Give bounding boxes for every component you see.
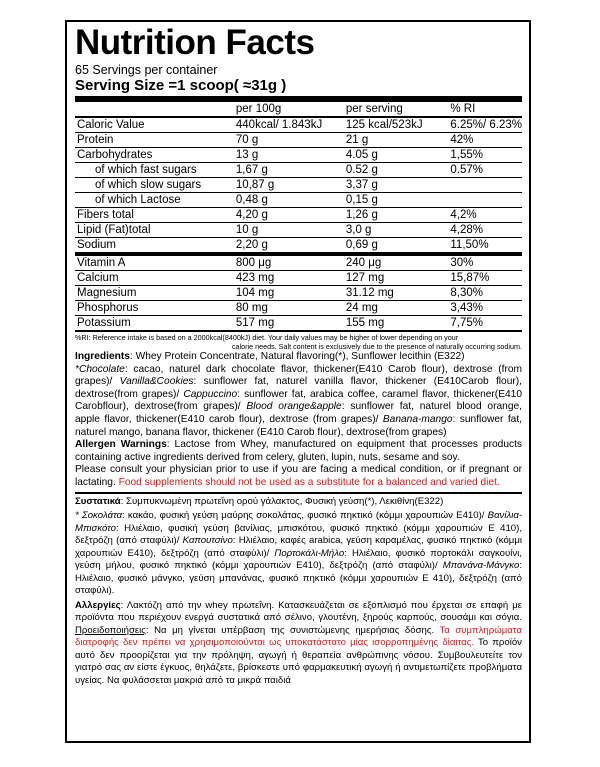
- value-per-serving: 3,37 g: [344, 178, 449, 193]
- ingredients-paragraph: [75, 351, 522, 364]
- flavor-text: : sunflower fat, naturel mango, banana flavor, thickener (E410 Carob flour), dextrose(from grapes): [75, 413, 522, 438]
- value-per-100g: 80 mg: [234, 301, 344, 316]
- value-per-serving: 24 mg: [344, 301, 449, 316]
- allergen-paragraph: [75, 439, 522, 464]
- ri-percent: 3,43%: [448, 301, 522, 316]
- gr-caution-label: Προειδοποιήσεις: [75, 624, 146, 636]
- footnote-line: %RI: Reference intake is based on a 2000kcal(8400kJ) diet. Your daily values may be higher of lower depending on your: [75, 333, 459, 342]
- ri-percent: 8,30%: [448, 286, 522, 301]
- table-row: [75, 148, 522, 163]
- ingredients-label: Ingredients: [75, 351, 130, 362]
- header-cell: per 100g: [234, 102, 344, 117]
- flavor-text: : κακάο, φυσική γεύση μαύρης σοκολάτας, φυσικό πηκτικό (κόμμι χαρουπιών E410)/: [122, 510, 488, 522]
- language-divider: [75, 492, 522, 494]
- english-text: [75, 351, 522, 490]
- gr-caution-text: : Να μη γίνεται υπέρβαση της συνιστώμενης ημερήσιας δόσης.: [145, 624, 440, 636]
- ri-percent: 15,87%: [448, 271, 522, 286]
- table-row: [75, 316, 522, 332]
- nutrient-name: Vitamin A: [75, 254, 234, 271]
- ri-footnote: [75, 333, 522, 351]
- header-cell: % RI: [448, 102, 522, 117]
- value-per-serving: 155 mg: [344, 316, 449, 332]
- ri-percent: 1,55%: [448, 148, 522, 163]
- servings-per-container: 65 Servings per container: [75, 63, 218, 77]
- ri-percent: 0.57%: [448, 163, 522, 178]
- flavor-text: : cacao, naturel dark chocolate flavor, thickener(E410 Carob flour), dextrose (from grapes)/: [75, 363, 522, 388]
- ri-percent: 4,28%: [448, 223, 522, 238]
- gr-ingredients-label: Συστατικά: [75, 495, 121, 507]
- value-per-serving: 3,0 g: [344, 223, 449, 238]
- nutrient-name: Fibers total: [75, 208, 234, 223]
- value-per-100g: 104 mg: [234, 286, 344, 301]
- value-per-100g: 440kcal/ 1.843kJ: [234, 117, 344, 133]
- nutrient-name: Sodium: [75, 238, 234, 255]
- gr-supplement-warning: Τα συμπληρώματα διατροφής δεν πρέπει να χρησιμοποιούνται ως υποκατάστατο μίας ισορροπημένης δίαιτας.: [75, 624, 522, 649]
- value-per-serving: 0,15 g: [344, 193, 449, 208]
- flavor-text: : sunflower fat, arabica coffee, caramel flavor, thickener(E410 Carobflour), dextrose(from grapes)/: [75, 388, 522, 413]
- flavors-paragraph: [75, 364, 522, 440]
- table-row: [75, 163, 522, 178]
- value-per-serving: 0.52 g: [344, 163, 449, 178]
- nutrient-name: Magnesium: [75, 286, 234, 301]
- table-row: [75, 223, 522, 238]
- gr-allergen-label: Αλλεργίες: [75, 599, 121, 611]
- flavor-text: : Ηλιέλαιο, φυσικό μάνγκο, γεύση μπανάνας, φυσικό πηκτικό (κόμμι χαρουπιών E 410), δεξτρόζη (από σταφύλι).: [75, 560, 522, 597]
- ingredients-text: : Whey Protein Concentrate, Natural flavoring(*), Sunflower lecithin (E322): [129, 351, 465, 362]
- header-cell: [75, 102, 234, 117]
- label-title: Nutrition Facts: [75, 23, 315, 62]
- consult-paragraph: [75, 464, 522, 489]
- value-per-serving: 31.12 mg: [344, 286, 449, 301]
- value-per-100g: 2,20 g: [234, 238, 344, 255]
- ri-percent: 42%: [448, 133, 522, 148]
- value-per-serving: 4.05 g: [344, 148, 449, 163]
- ri-percent: 6.25%/ 6.23%: [450, 119, 522, 131]
- nutrient-name: of which fast sugars: [75, 163, 234, 178]
- table-row: [75, 286, 522, 301]
- flavor-name: * Σοκολάτα: [75, 510, 123, 522]
- ri-percent: 11,50%: [448, 238, 522, 255]
- flavor-name: Βανίλια-Μπισκότο: [75, 510, 522, 534]
- table-header-row: [75, 102, 522, 117]
- value-per-100g: 517 mg: [234, 316, 344, 332]
- table-row: [75, 193, 522, 208]
- nutrient-name: of which Lactose: [75, 193, 234, 208]
- nutrient-name: Carbohydrates: [75, 148, 234, 163]
- value-per-100g: 10 g: [234, 223, 344, 238]
- flavor-name: Banana-mango: [382, 413, 453, 425]
- flavor-name: Vanilla&Cookies: [119, 376, 194, 388]
- supplement-warning: Food supplements should not be used as a substitute for a balanced and varied diet.: [118, 476, 500, 488]
- table-row: [75, 254, 522, 271]
- table-row: [75, 238, 522, 255]
- ri-percent: [448, 193, 522, 208]
- flavor-name: *Chocolate: [75, 363, 125, 375]
- table-row: [75, 178, 522, 193]
- value-per-100g: 0,48 g: [234, 193, 344, 208]
- ri-percent: [448, 178, 522, 193]
- value-per-serving: 125 kcal/523kJ: [344, 117, 449, 133]
- table-row: [75, 117, 522, 133]
- consult-text: Please consult your physician prior to use if you are facing a medical condition, or if pregnant or lactating.: [75, 464, 522, 488]
- table-row: [75, 208, 522, 223]
- greek-text: [75, 496, 522, 688]
- allergen-text: : Lactose from Whey, manufactured on equipment that processes products containing active ingredients derived from celery, gluten, lupin, nuts, sesame and soy.: [75, 439, 523, 463]
- serving-size: Serving Size =1 scoop( ≈31g ): [75, 77, 287, 94]
- gr-ingredients-text: : Συμπυκνωμένη πρωτεΐνη ορού γάλακτος, Φυσική γεύση(*), Λεκιθίνη(E322): [120, 495, 444, 507]
- gr-flavors-paragraph: [75, 510, 522, 598]
- gr-ingredients-paragraph: [75, 496, 522, 509]
- nutrient-name: Phosphorus: [75, 301, 234, 316]
- footnote-line: calorie needs. Salt content is exclusively due to the presence of naturally occurring sodium.: [231, 342, 522, 351]
- flavor-text: : Ηλιέλαιο, φυσικό πορτοκάλι σαγκουίνι, γεύση μήλου, φυσικό πηκτικό (κόμμι χαρουπιών E410), δεξτρόζη (από σταφύλι)/: [75, 547, 522, 572]
- nutrient-name: Calcium: [75, 271, 234, 286]
- value-per-100g: 423 mg: [234, 271, 344, 286]
- value-per-serving: 0,69 g: [344, 238, 449, 255]
- value-per-100g: 1,67 g: [234, 163, 344, 178]
- value-per-100g: 70 g: [234, 133, 344, 148]
- nutrient-name: Caloric Value: [75, 117, 234, 133]
- nutrient-name: Protein: [75, 133, 234, 148]
- nutrient-name: Potassium: [75, 316, 234, 332]
- value-per-100g: 4,20 g: [234, 208, 344, 223]
- nutrition-table: [75, 102, 522, 332]
- nutrient-name: of which slow sugars: [75, 178, 234, 193]
- gr-allergen-paragraph: [75, 600, 522, 688]
- flavor-name: Blood orange&apple: [246, 401, 342, 413]
- value-per-serving: 1,26 g: [344, 208, 449, 223]
- value-per-serving: 127 mg: [344, 271, 449, 286]
- nutrition-label: [65, 20, 531, 743]
- table-row: [75, 271, 522, 286]
- value-per-100g: 13 g: [234, 148, 344, 163]
- nutrient-name: Lipid (Fat)total: [75, 223, 234, 238]
- table-row: [75, 133, 522, 148]
- allergen-label: Allergen Warnings: [75, 439, 167, 451]
- value-per-100g: 800 μg: [234, 254, 344, 271]
- ri-percent: 7,75%: [448, 316, 522, 332]
- gr-closing-text: Το προϊόν αυτό δεν προορίζεται για την πρόληψη, αγωγή ή θεραπεία ανθρώπινης νόσου. Συμβουλευτείτε τον γιατρό σας αν είστε έγκυος, θηλάζετε, βρίσκεστε υπό φαρμακευτική αγωγή ή αντιμετωπίζετε προβλήματα υγείας. Να φυλάσσεται μακριά από τα μικρά παιδιά: [75, 637, 522, 686]
- header-cell: per serving: [344, 102, 449, 117]
- flavor-name: Καπουτσίνο: [182, 535, 233, 547]
- value-per-serving: 240 μg: [344, 254, 449, 271]
- table-row: [75, 301, 522, 316]
- flavor-name: Cappuccino: [183, 388, 238, 400]
- value-per-100g: 10,87 g: [234, 178, 344, 193]
- flavor-text: : Ηλιέλαιο, φυσική γεύση βανίλιας, μπισκότου, φυσικό πηκτικό (κόμμι χαρουπιών E 410), δεξτρόζη (από σταφύλι)/: [75, 522, 522, 547]
- flavor-name: Μπανάνα-Μάνγκο: [442, 560, 520, 572]
- flavor-name: Πορτοκάλι-Μήλο: [274, 547, 345, 559]
- ri-percent: 30%: [448, 254, 522, 271]
- flavor-text: : sunflower fat, naturel vanilla flavor, thickener (E410Carob flour), dextrose(from grapes)/: [75, 376, 522, 400]
- ri-percent: 4,2%: [448, 208, 522, 223]
- gr-allergen-text: : Λακτόζη από την whey πρωτεΐνη. Κατασκευάζεται σε εξοπλισμό που έρχεται σε επαφή με προϊόντα που περιέχουν ενεργά συστατικά από σέλινο, γλουτένη, ξηρούς καρπούς, σουσάμι και σόγια.: [75, 599, 522, 624]
- value-per-serving: 21 g: [344, 133, 449, 148]
- flavor-text: : Ηλιέλαιο, καφές arabica, γεύση καραμέλας, φυσικό πηκτικό (κόμμι χαρουπιών E410), δεξτρόζη (από σταφύλι)/: [75, 535, 522, 559]
- flavor-text: : sunflower fat, naturel blood orange, apple flavor, thickener(E410 carob flour), dextrose (from grapes)/: [75, 401, 522, 425]
